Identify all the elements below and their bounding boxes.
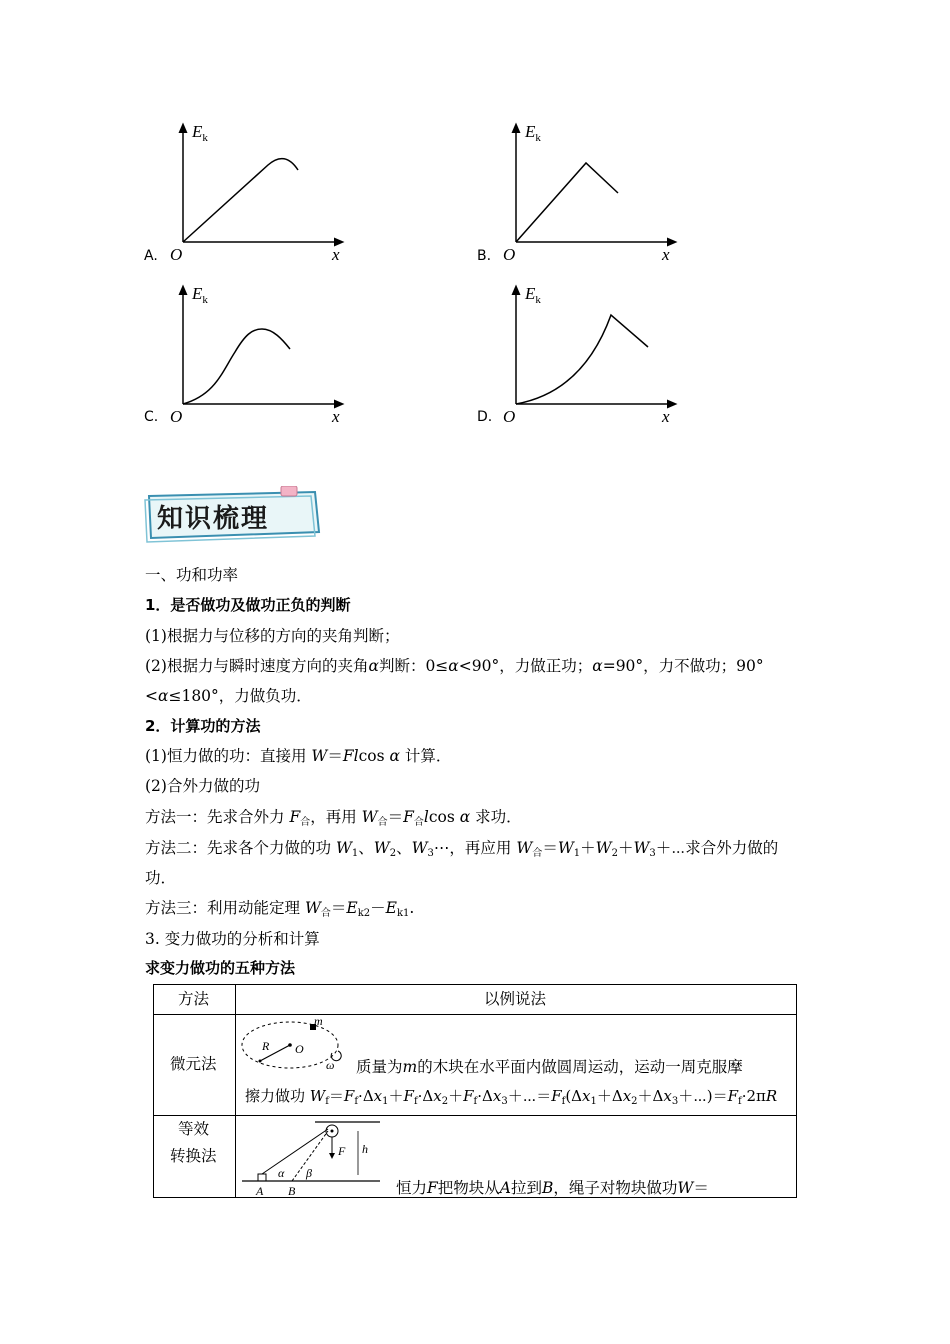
methods-table — [153, 984, 797, 1198]
item1-title: 1．是否做功及做功正负的判断 — [145, 596, 351, 614]
option-c-plot — [140, 277, 360, 437]
item1-line2: (2)根据力与瞬时速度方向的夹角α判断：0≤α<90°，力做正功；α=90°，力不做功；90° — [145, 657, 764, 675]
item2-line1: (1)恒力做的功：直接用 W＝Flcos α 计算． — [145, 747, 452, 765]
item2-title: 2．计算功的方法 — [145, 717, 261, 735]
curve — [183, 159, 298, 242]
y-axis-label: $E_k$ — [525, 122, 541, 144]
item3-title: 3. 变力做功的分析和计算 — [145, 930, 320, 948]
clip-icon — [281, 486, 297, 496]
option-b-plot — [473, 115, 693, 275]
option-d-letter: D. — [477, 409, 493, 425]
svg-text:β: β — [306, 1166, 312, 1180]
method1-line: 方法一：先求合外力 $F_合$，再用 $W_合=F_合lcos$ α 求功． — [145, 808, 522, 828]
origin-label: O — [170, 407, 183, 426]
x-axis-label: x — [332, 407, 340, 426]
item1-line1: (1)根据力与位移的方向的夹角判断； — [145, 627, 400, 645]
y-axis-label: $E_k$ — [525, 284, 541, 306]
x-axis-label: x — [662, 245, 670, 264]
row2-text-line1: 恒力F把物块从A拉到B，绳子对物块做功W＝ — [396, 1179, 709, 1197]
y-axis-label: $E_k$ — [192, 284, 208, 306]
method3-line: 方法三：利用动能定理 $W_合=E_{k2}-E_{k1}$. — [145, 899, 415, 919]
row1-method: 微元法 — [170, 1055, 217, 1073]
item2-line2: (2)合外力做的功 — [145, 777, 260, 795]
row1-text-line1: 质量为m的木块在水平面内做圆周运动，运动一周克服摩 — [356, 1058, 743, 1076]
row1-text-line2: 擦力做功 $W_f=F_f\cdot\Delta x_1+F_f\cdot\Delta x_2+F_f\cdot\Delta x_3+\cdots=F_f(\Delta x_1+\Delta x_2+\Delta x_3+\cdots)=F_f\cdot 2\pi R$ — [245, 1087, 778, 1107]
svg-text:ω: ω — [326, 1058, 335, 1072]
item1-line3: <α≤180°，力做负功． — [145, 687, 312, 705]
svg-text:A: A — [256, 1184, 264, 1197]
svg-text:R: R — [262, 1039, 270, 1053]
row2-method-line2: 转换法 — [170, 1147, 217, 1165]
option-c-letter: C. — [144, 409, 159, 425]
curve — [516, 315, 648, 404]
option-a-plot — [140, 115, 360, 275]
x-axis-label: x — [332, 245, 340, 264]
svg-text:m: m — [314, 1017, 323, 1028]
table-column-divider — [235, 985, 236, 1197]
svg-text:α: α — [278, 1166, 285, 1180]
header-example: 以例说法 — [484, 990, 547, 1008]
section-banner — [143, 486, 323, 544]
svg-text:h: h — [362, 1142, 368, 1156]
circle-motion-figure — [240, 1017, 350, 1075]
curve — [183, 329, 290, 404]
header-method: 方法 — [178, 990, 210, 1008]
banner-title: 知识梳理 — [157, 504, 270, 534]
svg-text:O: O — [295, 1042, 304, 1056]
svg-text:B: B — [288, 1184, 296, 1197]
option-a-letter: A. — [144, 248, 158, 264]
section-heading: 一、功和功率 — [145, 566, 239, 584]
x-axis-label: x — [662, 407, 670, 426]
item3-subtitle: 求变力做功的五种方法 — [145, 959, 296, 977]
origin-label: O — [503, 407, 516, 426]
option-d-plot — [473, 277, 693, 437]
y-axis-label: $E_k$ — [192, 122, 208, 144]
method2-line-cont: 功． — [145, 869, 177, 887]
table-row-divider — [154, 1014, 796, 1015]
method2-line: 方法二：先求各个力做的功 $W_1$、$W_2$、$W_3\cdots$，再应用 $W_合=W_1+W_2+W_3+\cdots$求合外力做的 — [145, 839, 779, 859]
origin-label: O — [170, 245, 183, 264]
option-b-letter: B. — [477, 248, 492, 264]
pulley-figure — [240, 1119, 382, 1197]
table-row-divider — [154, 1115, 796, 1116]
curve — [516, 163, 618, 242]
origin-label: O — [503, 245, 516, 264]
row2-method-line1: 等效 — [178, 1120, 210, 1138]
svg-text:F: F — [338, 1144, 346, 1158]
